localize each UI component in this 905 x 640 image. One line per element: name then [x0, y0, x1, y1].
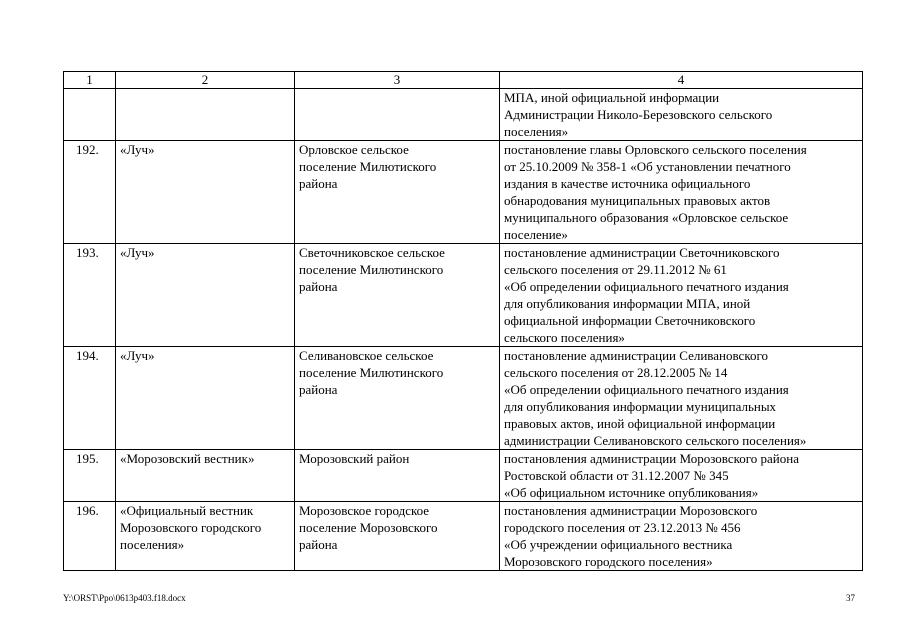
legal-basis: постановление администрации Светочниковского сельского поселения от 29.11.2012 № 61 «Об определении официального печатного издания для опубликования информации МПА, иной официальной информации Светочниковского сельского поселения»	[500, 244, 863, 347]
territory: Орловское сельское поселение Милютиского района	[295, 141, 500, 244]
territory	[295, 89, 500, 141]
table-row	[64, 244, 863, 347]
territory: Селивановское сельское поселение Милютинского района	[295, 347, 500, 450]
header-cell: 4	[500, 72, 863, 89]
file-path-footer: Y:\ORST\Ppo\0613p403.f18.docx	[63, 593, 186, 603]
legal-basis: МПА, иной официальной информации Администрации Николо-Березовского сельского поселения»	[500, 89, 863, 141]
table-header-row	[64, 72, 863, 89]
legal-basis: постановления администрации Морозовского городского поселения от 23.12.2013 № 456 «Об учреждении официального вестника Морозовского городского поселения»	[500, 502, 863, 571]
row-number: 193.	[64, 244, 116, 347]
registry-table	[63, 71, 863, 571]
publication-name: «Луч»	[116, 244, 295, 347]
legal-basis: постановление главы Орловского сельского поселения от 25.10.2009 № 358-1 «Об установлении печатного издания в качестве источника официального обнародования муниципальных правовых актов муниципального образования «Орловское сельское поселение»	[500, 141, 863, 244]
publication-name: «Луч»	[116, 347, 295, 450]
territory: Светочниковское сельское поселение Милютинского района	[295, 244, 500, 347]
page-number: 37	[846, 593, 855, 603]
table-row	[64, 502, 863, 571]
row-number: 196.	[64, 502, 116, 571]
row-number	[64, 89, 116, 141]
publication-name	[116, 89, 295, 141]
publication-name: «Официальный вестник Морозовского городского поселения»	[116, 502, 295, 571]
header-cell: 2	[116, 72, 295, 89]
header-cell: 1	[64, 72, 116, 89]
row-number: 195.	[64, 450, 116, 502]
publication-name: «Морозовский вестник»	[116, 450, 295, 502]
territory: Морозовский район	[295, 450, 500, 502]
header-cell: 3	[295, 72, 500, 89]
table-row	[64, 347, 863, 450]
table-row	[64, 89, 863, 141]
row-number: 194.	[64, 347, 116, 450]
row-number: 192.	[64, 141, 116, 244]
table-row	[64, 141, 863, 244]
territory: Морозовское городское поселение Морозовского района	[295, 502, 500, 571]
legal-basis: постановления администрации Морозовского района Ростовской области от 31.12.2007 № 345 «Об официальном источнике опубликования»	[500, 450, 863, 502]
publication-name: «Луч»	[116, 141, 295, 244]
legal-basis: постановление администрации Селивановского сельского поселения от 28.12.2005 № 14 «Об определении официального печатного издания для опубликования информации муниципальных правовых актов, иной официальной информации администрации Селивановского сельского поселения»	[500, 347, 863, 450]
table-row	[64, 450, 863, 502]
